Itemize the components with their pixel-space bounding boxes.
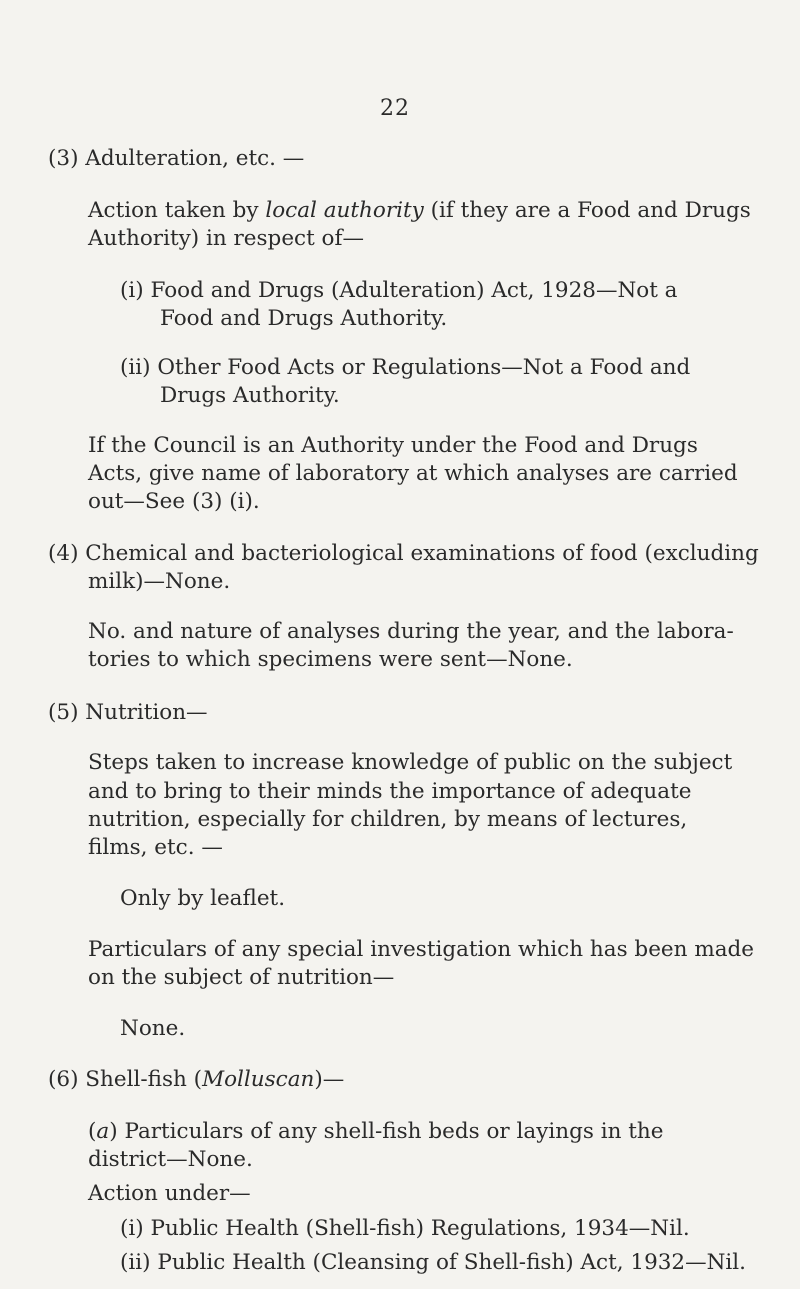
text-run: (if they are a Food and Drugs xyxy=(423,198,751,223)
text-run: Action taken by xyxy=(88,198,266,223)
section-3-council-line-2: Acts, give name of laboratory at which analyses are carried xyxy=(88,461,738,486)
section-6-action-under: Action under— xyxy=(88,1181,251,1206)
section-6-item-i: (i) Public Health (Shell-fish) Regulations, 1934—Nil. xyxy=(120,1216,690,1241)
text-run: ( xyxy=(88,1119,97,1144)
section-5-particulars-answer: None. xyxy=(120,1016,186,1041)
page-number: 22 xyxy=(380,96,410,121)
section-3-heading: (3) Adulteration, etc. — xyxy=(48,146,305,171)
section-6-a-line-1 xyxy=(88,1121,663,1143)
section-3-item-i-line-1: (i) Food and Drugs (Adulteration) Act, 1928—Not a xyxy=(120,278,678,303)
section-3-council-line-1: If the Council is an Authority under the Food and Drugs xyxy=(88,433,698,458)
section-3-item-ii-line-1: (ii) Other Food Acts or Regulations—Not a Food and xyxy=(120,355,691,380)
section-5-steps-line-1: Steps taken to increase knowledge of public on the subject xyxy=(88,750,733,775)
local-authority-emphasis: local authority xyxy=(265,198,424,223)
section-5-steps-line-3: nutrition, especially for children, by means of lectures, xyxy=(88,807,688,832)
section-3-item-ii-line-2: Drugs Authority. xyxy=(160,383,340,408)
section-4-heading-line-1: (4) Chemical and bacteriological examinations of food (excluding xyxy=(48,541,759,566)
molluscan-emphasis: Molluscan xyxy=(202,1067,315,1092)
section-5-particulars-line-2: on the subject of nutrition— xyxy=(88,965,395,990)
section-4-analyses-line-1: No. and nature of analyses during the year, and the labora- xyxy=(88,619,734,644)
section-6-heading xyxy=(48,1069,344,1091)
section-6-a-line-2: district—None. xyxy=(88,1147,253,1172)
section-3-action-line-1 xyxy=(88,200,751,222)
item-letter-a: a xyxy=(96,1119,110,1144)
section-5-particulars-line-1: Particulars of any special investigation which has been made xyxy=(88,937,755,962)
section-3-item-i-line-2: Food and Drugs Authority. xyxy=(160,306,448,331)
section-5-steps-line-2: and to bring to their minds the importance of adequate xyxy=(88,779,692,804)
section-5-heading: (5) Nutrition— xyxy=(48,700,208,725)
section-5-steps-answer: Only by leaflet. xyxy=(120,886,286,911)
section-6-item-ii: (ii) Public Health (Cleansing of Shell-fish) Act, 1932—Nil. xyxy=(120,1250,746,1275)
section-3-council-line-3: out—See (3) (i). xyxy=(88,489,260,514)
text-run: ) Particulars of any shell-fish beds or layings in the xyxy=(109,1119,664,1144)
text-run: (6) Shell-fish ( xyxy=(48,1067,203,1092)
text-run: )— xyxy=(314,1067,345,1092)
section-4-heading-line-2: milk)—None. xyxy=(88,569,231,594)
section-3-action-line-2: Authority) in respect of— xyxy=(88,226,364,251)
section-5-steps-line-4: films, etc. — xyxy=(88,835,223,860)
section-4-analyses-line-2: tories to which specimens were sent—None. xyxy=(88,647,573,672)
